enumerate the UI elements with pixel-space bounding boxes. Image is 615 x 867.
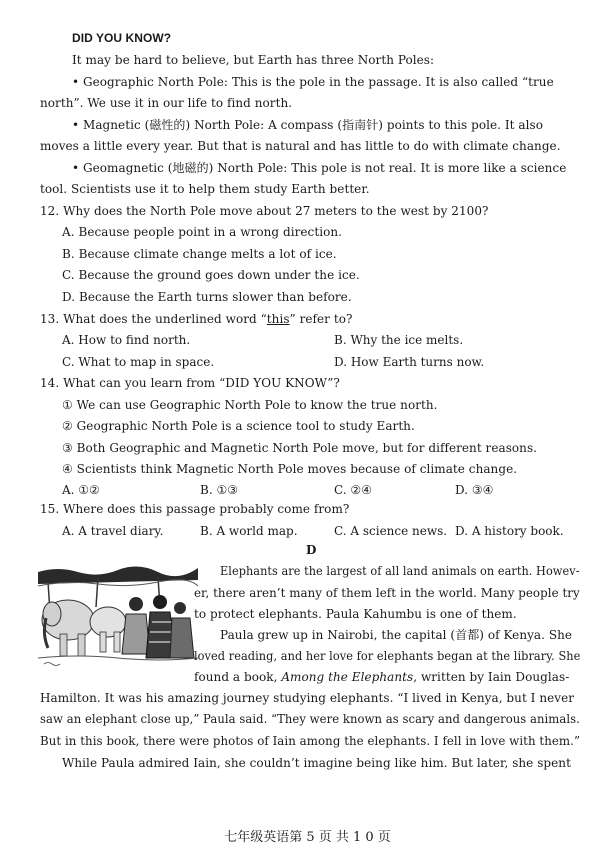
question-14-statement-3: ③ Both Geographic and Magnetic North Pole move, but for different reasons. (62, 441, 538, 455)
did-you-know-title: DID YOU KNOW? (72, 31, 172, 45)
underlined-word: this (266, 312, 290, 326)
question-14-option-b[interactable]: B. ①③ (200, 483, 238, 497)
magnetic-pole-line-1: • Magnetic (磁性的) North Pole: A compass (指南针) points to this pole. It also (72, 118, 543, 132)
geographic-pole-line-1: • Geographic North Pole: This is the pole in the passage. It is also called “true (72, 75, 554, 89)
geomagnetic-pole-line-2: tool. Scientists use it to help them study Earth better. (40, 182, 370, 196)
question-14-option-c[interactable]: C. ②④ (334, 483, 372, 497)
question-13-stem (40, 311, 352, 327)
question-14-statement-2: ② Geographic North Pole is a science tool to study Earth. (62, 419, 415, 433)
question-13-stem-end: ” refer to? (289, 312, 353, 326)
question-15-option-a[interactable]: A. A travel diary. (62, 524, 164, 538)
question-12-option-c[interactable]: C. Because the ground goes down under the ice. (62, 268, 360, 282)
question-14-statement-4: ④ Scientists think Magnetic North Pole moves because of climate change. (62, 462, 518, 476)
question-12-option-a[interactable]: A. Because people point in a wrong direction. (62, 225, 343, 239)
geomagnetic-pole-line-1: • Geomagnetic (地磁的) North Pole: This pole is not real. It is more like a science (72, 161, 567, 175)
passage-d-line-3: to protect elephants. Paula Kahumbu is one of them. (194, 607, 517, 621)
question-13-option-c[interactable]: C. What to map in space. (62, 355, 215, 369)
question-13-stem-start: 13. What does the underlined word “ (40, 312, 267, 326)
question-13-option-a[interactable]: A. How to find north. (62, 333, 191, 347)
question-13-option-b[interactable]: B. Why the ice melts. (334, 333, 464, 347)
question-14-option-d[interactable]: D. ③④ (455, 483, 494, 497)
passage-d-line-7: Hamilton. It was his amazing journey studying elephants. “I lived in Kenya, but I never (40, 691, 575, 705)
passage-d-line-5: loved reading, and her love for elephants began at the library. She (194, 649, 581, 663)
passage-d-line-4: Paula grew up in Nairobi, the capital (首都) of Kenya. She (220, 628, 573, 642)
passage-d-line-6-start: found a book, (194, 670, 282, 684)
question-12-option-d[interactable]: D. Because the Earth turns slower than before. (62, 290, 352, 304)
section-d-heading: D (306, 543, 317, 557)
question-15-option-d[interactable]: D. A history book. (455, 524, 564, 538)
passage-d-line-1: Elephants are the largest of all land animals on earth. Howev- (220, 564, 580, 578)
passage-d-line-9: But in this book, there were photos of Iain among the elephants. I fell in love with them.” (40, 734, 581, 748)
magnetic-pole-line-2: moves a little every year. But that is natural and has little to do with climate change. (40, 139, 561, 153)
question-14-statement-1: ① We can use Geographic North Pole to know the true north. (62, 398, 438, 412)
geographic-pole-line-2: north”. We use it in our life to find north. (40, 96, 293, 110)
question-15-option-b[interactable]: B. A world map. (200, 524, 298, 538)
passage-d-line-6-end: , written by Iain Douglas- (413, 670, 570, 684)
passage-d-line-10: While Paula admired Iain, she couldn’t imagine being like him. But later, she spent (62, 756, 571, 770)
passage-d-line-8: saw an elephant close up,” Paula said. “They were known as scary and dangerous animals. (40, 712, 580, 726)
did-you-know-intro: It may be hard to believe, but Earth has three North Poles: (72, 53, 435, 67)
question-12-stem: 12. Why does the North Pole move about 27 meters to the west by 2100? (40, 204, 489, 218)
question-12-option-b[interactable]: B. Because climate change melts a lot of ice. (62, 247, 337, 261)
question-14-stem: 14. What can you learn from “DID YOU KNOW”? (40, 376, 340, 390)
question-14-option-a[interactable]: A. ①② (62, 483, 100, 497)
passage-d-line-6 (194, 669, 569, 685)
question-15-stem: 15. Where does this passage probably come from? (40, 502, 350, 516)
question-13-option-d[interactable]: D. How Earth turns now. (334, 355, 485, 369)
question-15-option-c[interactable]: C. A science news. (334, 524, 448, 538)
elephants-illustration (38, 562, 198, 672)
book-title: Among the Elephants (281, 670, 414, 684)
passage-d-line-2: er, there aren’t many of them left in the world. Many people try (194, 586, 580, 600)
page-footer: 七年级英语第 5 页 共 1 0 页 (224, 830, 391, 845)
